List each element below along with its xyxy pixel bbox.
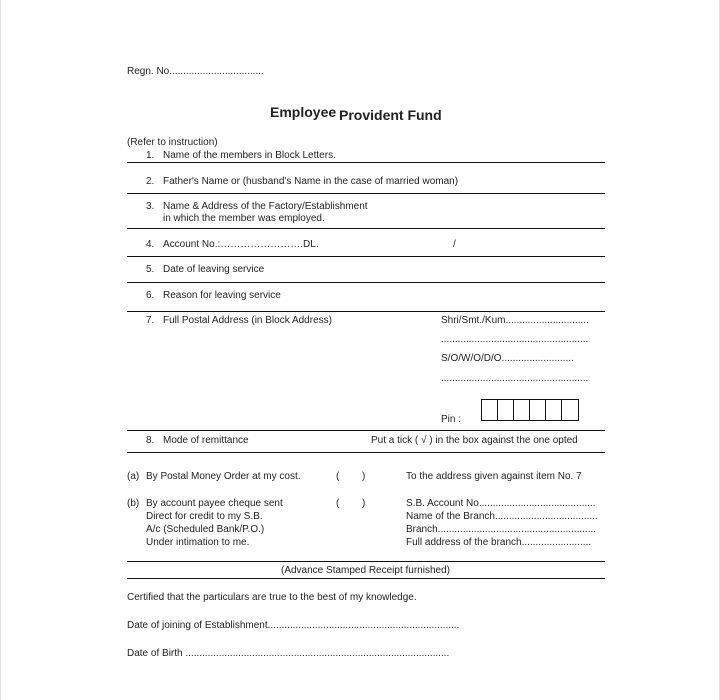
- item-6-number: 6.: [146, 290, 155, 301]
- item-2-label: Father's Name or (husband's Name in the case of married woman): [163, 176, 459, 187]
- option-b-right-3: Branch.........................................................: [406, 524, 597, 535]
- option-b-right-1: S.B. Account No..........................................: [406, 498, 596, 509]
- certification-statement: Certified that the particulars are true to the best of my knowledge.: [127, 592, 417, 603]
- option-b-right-4: Full address of the branch.........................: [406, 537, 592, 548]
- tick-instruction: Put a tick ( √ ) in the box against the one opted: [371, 435, 578, 446]
- option-b-line-4: Under intimation to me.: [146, 537, 250, 548]
- refer-instruction: (Refer to instruction): [127, 137, 218, 148]
- item-2-number: 2.: [146, 176, 155, 187]
- item-5-number: 5.: [146, 264, 155, 275]
- rule-2: [127, 193, 605, 194]
- rule-3: [127, 228, 605, 229]
- pin-box: [530, 400, 546, 420]
- regn-no: Regn. No..................................: [127, 66, 264, 77]
- pin-box: [482, 400, 498, 420]
- option-a-text: By Postal Money Order at my cost.: [146, 471, 301, 482]
- item-8-label: Mode of remittance: [163, 435, 249, 446]
- item-7-number: 7.: [146, 315, 155, 326]
- item-1-number: 1.: [146, 150, 155, 161]
- item-7-label: Full Postal Address (in Block Address): [163, 315, 332, 326]
- rule-6: [127, 311, 605, 312]
- item-5-label: Date of leaving service: [163, 264, 265, 275]
- rule-10: [127, 578, 605, 579]
- rule-4: [127, 256, 605, 257]
- date-of-birth: Date of Birth ...............................................................................................: [127, 648, 450, 659]
- item-3-label-line1: Name & Address of the Factory/Establishment: [163, 201, 368, 212]
- option-b-paren-close: ): [362, 498, 366, 509]
- rule-9: [127, 561, 605, 562]
- pin-boxes: [481, 399, 579, 421]
- date-of-joining: Date of joining of Establishment.....................................................................: [127, 620, 460, 631]
- rule-7: [127, 430, 605, 431]
- item-4-slash: /: [453, 239, 456, 250]
- title-employee: Employee: [270, 104, 337, 120]
- option-b-line-2: Direct for credit to my S.B.: [146, 511, 263, 522]
- item-6-label: Reason for leaving service: [163, 290, 281, 301]
- option-b-paren-open: (: [336, 498, 340, 509]
- address-sowodo-line: S/O/W/O/D/O..........................: [441, 353, 574, 364]
- option-a-paren-open: (: [336, 471, 340, 482]
- pin-box: [562, 400, 578, 420]
- address-dots-line-1: .....................................................: [441, 334, 589, 345]
- rule-5: [127, 282, 605, 283]
- address-shri-line: Shri/Smt./Kum..............................: [441, 315, 589, 326]
- address-dots-line-2: .....................................................: [441, 373, 589, 384]
- title-provident-fund: Provident Fund: [339, 107, 442, 123]
- option-a-right: To the address given against item No. 7: [406, 471, 582, 482]
- pin-box: [514, 400, 530, 420]
- item-8-number: 8.: [146, 435, 155, 446]
- option-b-label: (b): [127, 498, 140, 509]
- pin-box: [498, 400, 514, 420]
- option-a-paren-close: ): [362, 471, 366, 482]
- item-4-label: Account No.:…………………….DL.: [163, 239, 319, 250]
- item-3-number: 3.: [146, 201, 155, 212]
- item-3-label-line2: in which the member was employed.: [163, 213, 325, 224]
- option-b-line-3: A/c (Scheduled Bank/P.O.): [146, 524, 265, 535]
- option-b-line-1: By account payee cheque sent: [146, 498, 283, 509]
- option-a-label: (a): [127, 471, 140, 482]
- option-b-right-2: Name of the Branch.....................................: [406, 511, 598, 522]
- receipt-note: (Advance Stamped Receipt furnished): [281, 565, 450, 576]
- rule-8: [127, 452, 605, 453]
- pin-label: Pin :: [441, 414, 462, 425]
- item-1-label: Name of the members in Block Letters.: [163, 150, 336, 161]
- pin-box: [546, 400, 562, 420]
- rule-1: [127, 162, 605, 163]
- item-4-number: 4.: [146, 239, 155, 250]
